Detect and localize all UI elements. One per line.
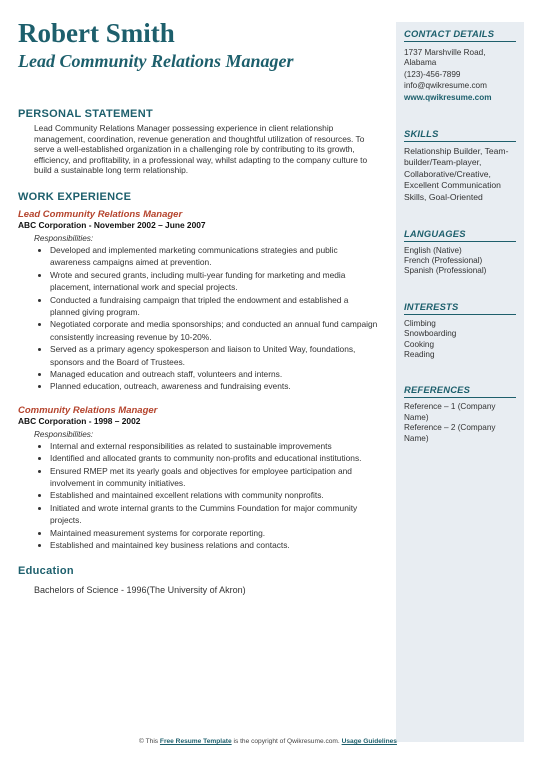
- responsibility-list: [18, 244, 378, 393]
- responsibility-item: • Ensured RMEP met its yearly goals and objectives for employee participation and involvement in community initiatives.: [50, 465, 378, 490]
- language-item: Spanish (Professional): [404, 266, 487, 276]
- responsibility-item: • Served as a primary agency spokesperson and liaison to United Way, foundations, sponsors and the Board of Trustees.: [50, 343, 378, 368]
- job-title: Lead Community Relations Manager: [18, 208, 183, 220]
- interest-item: Climbing: [404, 318, 436, 328]
- responsibility-item: • Conducted a fundraising campaign that tripled the endowment and established a planned giving program.: [50, 294, 378, 319]
- interest-item: Reading: [404, 350, 435, 360]
- free-resume-template-link[interactable]: Free Resume Template: [159, 738, 232, 745]
- usage-guidelines-link[interactable]: Usage Guidelines: [341, 738, 397, 745]
- language-item: French (Professional): [404, 256, 483, 265]
- responsibilities-label: Responsibilities:: [34, 429, 94, 439]
- responsibility-item: • Established and maintained key business relations and contacts.: [50, 539, 378, 551]
- responsibility-item: • Maintained measurement systems for corporate reporting.: [50, 527, 378, 539]
- footer: [0, 738, 536, 745]
- candidate-title: Lead Community Relations Manager: [18, 51, 294, 71]
- references-heading: REFERENCES: [404, 384, 516, 398]
- skills-section: [396, 122, 524, 210]
- job-company-dates: ABC Corporation - November 2002 – June 2007: [18, 219, 206, 230]
- skills-text: Relationship Builder, Team-builder/Team-player, Collaborative/Creative, Excellent Communication Skills, Goal-Oriented: [404, 145, 509, 202]
- personal-statement-text: Lead Community Relations Manager possessing experience in client relationship management, coordination, revenue generation and thoughtful utilization of resources. To serve a well-established organization in a challenging role by contributing to its growth, efficiency, and profitability, in a professional way, whilst adapting to the company culture to build a sustainable long term relationship.: [34, 123, 368, 176]
- reference-item: Reference – 1 (Company Name): [404, 402, 496, 422]
- contact-website[interactable]: www.qwikresume.com: [404, 92, 492, 102]
- contact-email[interactable]: info@qwikresume.com: [404, 81, 487, 91]
- reference-item: Reference – 2 (Company Name): [404, 423, 496, 443]
- contact-heading: CONTACT DETAILS: [404, 28, 516, 42]
- responsibility-item: • Established and maintained excellent relations with community nonprofits.: [50, 489, 378, 501]
- contact-address: 1737 Marshville Road, Alabama: [404, 48, 486, 68]
- contact-section: [396, 22, 524, 108]
- job-title: Community Relations Manager: [18, 404, 158, 416]
- skills-heading: SKILLS: [404, 128, 516, 142]
- job-company-dates: ABC Corporation - 1998 – 2002: [18, 415, 141, 426]
- languages-heading: LANGUAGES: [404, 228, 516, 242]
- responsibility-item: • Managed education and outreach staff, volunteers and interns.: [50, 368, 378, 380]
- responsibility-item: • Developed and implemented marketing communications strategies and public awareness campaigns aimed at prevention.: [50, 244, 378, 269]
- personal-statement-heading: PERSONAL STATEMENT: [18, 108, 153, 120]
- job-entry: [18, 209, 378, 393]
- interests-section: [396, 295, 524, 367]
- contact-phone: (123)-456-7899: [404, 69, 461, 79]
- footer-prefix: © This: [139, 738, 159, 745]
- education-text: Bachelors of Science - 1996(The University of Akron): [34, 584, 246, 595]
- responsibility-item: • Internal and external responsibilities as related to sustainable improvements: [50, 440, 378, 452]
- responsibility-item: • Initiated and wrote internal grants to the Cummins Foundation for major community projects.: [50, 502, 378, 527]
- interest-item: Snowboarding: [404, 329, 457, 339]
- responsibility-item: • Identified and allocated grants to community non-profits and educational institutions.: [50, 452, 378, 464]
- sidebar: [396, 22, 524, 742]
- education-heading: Education: [18, 564, 74, 577]
- language-item: English (Native): [404, 245, 462, 255]
- responsibility-list: [18, 440, 378, 552]
- interest-item: Cooking: [404, 339, 435, 349]
- job-entry: [18, 405, 378, 552]
- responsibilities-label: Responsibilities:: [34, 233, 94, 243]
- responsibility-item: • Wrote and secured grants, including multi-year funding for marketing and media placement, international work and special projects.: [50, 269, 378, 294]
- footer-middle: is the copyright of Qwikresume.com.: [233, 738, 340, 745]
- main-column: [18, 18, 378, 595]
- work-experience-heading: WORK EXPERIENCE: [18, 190, 132, 203]
- responsibility-item: • Negotiated corporate and media sponsorships; and conducted an annual fund campaign consistently increasing revenue by 10-20%.: [50, 318, 378, 343]
- languages-section: [396, 222, 524, 283]
- responsibility-item: • Planned education, outreach, awareness and fundraising events.: [50, 380, 378, 392]
- candidate-name: Robert Smith: [18, 18, 175, 48]
- references-section: [396, 378, 524, 450]
- interests-heading: INTERESTS: [404, 301, 516, 315]
